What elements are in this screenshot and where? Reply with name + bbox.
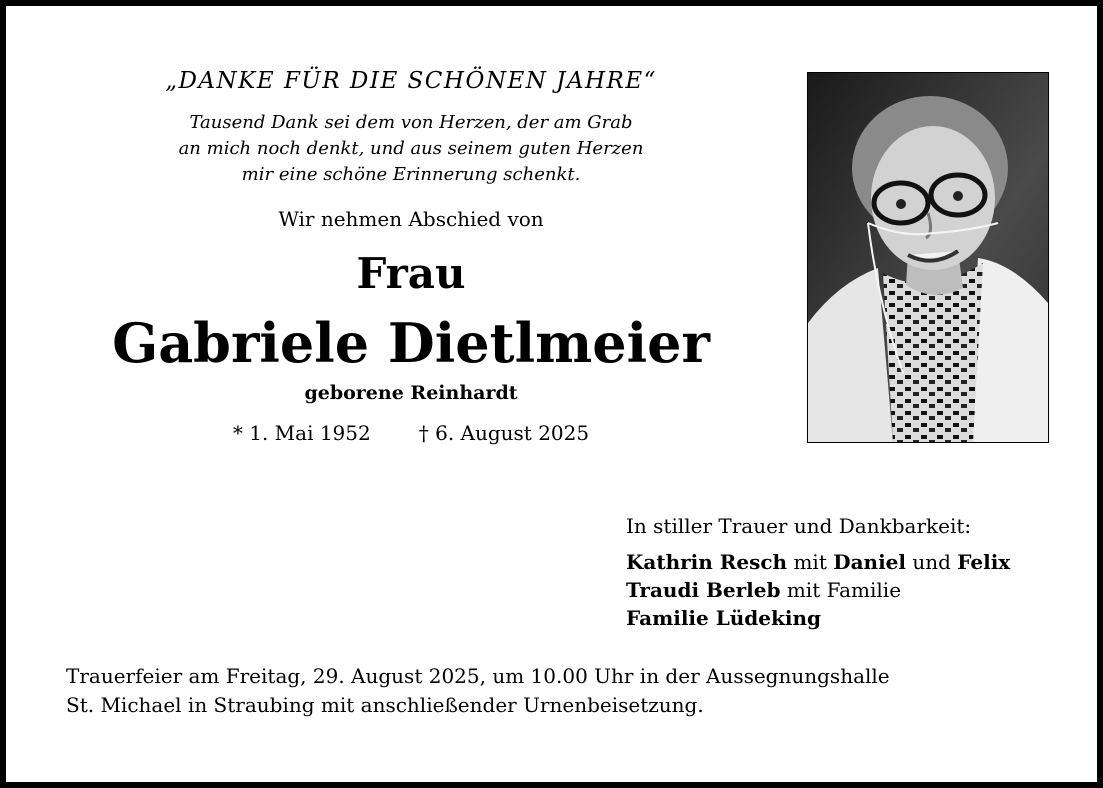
mourner-text: mit Familie <box>780 578 902 602</box>
mourner-line <box>626 548 1010 576</box>
mourner-line <box>626 576 1010 604</box>
mourners-heading: In stiller Trauer und Dankbarkeit: <box>626 514 972 538</box>
mourner-name: Familie Lüdeking <box>626 606 821 630</box>
life-dates <box>86 421 736 445</box>
headline: „DANKE FÜR DIE SCHÖNEN JAHRE“ <box>165 68 657 94</box>
mourner-text: und <box>905 550 958 574</box>
salutation: Frau <box>356 249 466 298</box>
ceremony-info <box>66 662 890 720</box>
poem-line: Tausend Dank sei dem von Herzen, der am Grab <box>189 112 633 133</box>
poem <box>86 110 736 188</box>
mourners-block <box>626 512 1010 632</box>
intro-text: Wir nehmen Abschied von <box>278 207 544 231</box>
birth-date: * 1. Mai 1952 <box>232 421 371 445</box>
portrait-photo <box>807 72 1049 443</box>
ceremony-line: St. Michael in Straubing mit anschließender Urnenbeisetzung. <box>66 693 704 717</box>
mourner-name: Traudi Berleb <box>626 578 781 602</box>
portrait-photo-icon <box>808 73 1048 442</box>
maiden-name: geborene Reinhardt <box>304 382 518 404</box>
mourner-name: Felix <box>957 550 1011 574</box>
mourner-name: Kathrin Resch <box>626 550 788 574</box>
poem-line: an mich noch denkt, und aus seinem guten Herzen <box>178 138 644 159</box>
poem-line: mir eine schöne Erinnerung schenkt. <box>241 164 581 185</box>
mourner-name: Daniel <box>833 550 906 574</box>
ceremony-line: Trauerfeier am Freitag, 29. August 2025, um 10.00 Uhr in der Aussegnungshalle <box>66 664 890 688</box>
mourner-text: mit <box>787 550 834 574</box>
death-date: † 6. August 2025 <box>418 421 590 445</box>
mourner-line <box>626 604 1010 632</box>
deceased-name: Gabriele Dietlmeier <box>112 311 710 375</box>
